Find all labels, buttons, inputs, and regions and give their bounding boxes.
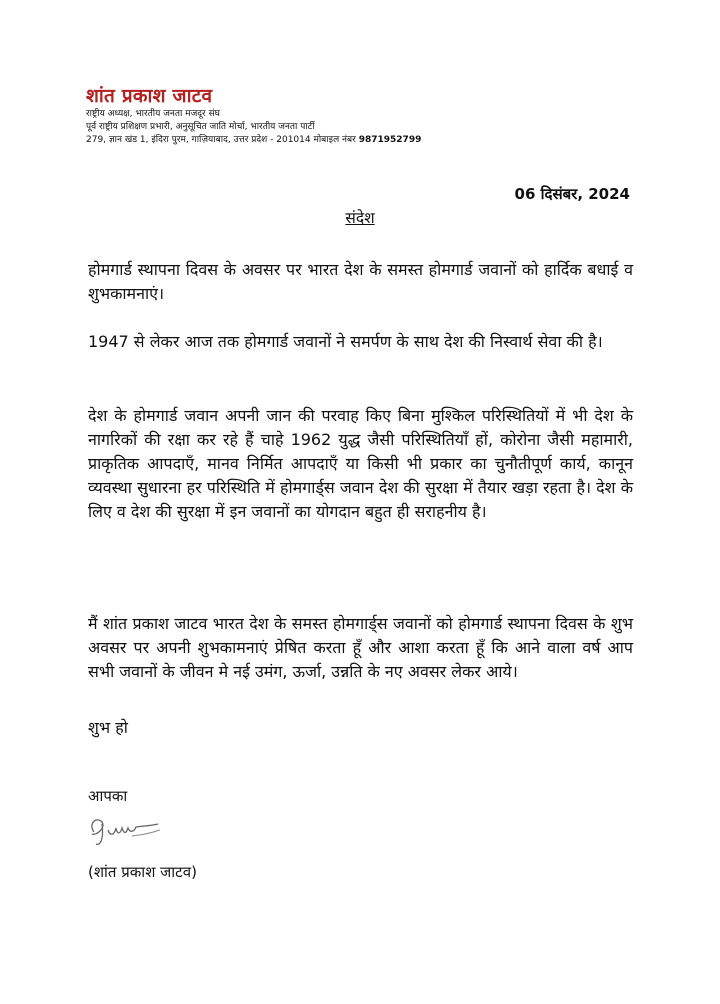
paragraph-4: मैं शांत प्रकाश जाटव भारत देश के समस्त होमगार्ड्स जवानों को होमगार्ड स्थापना दिवस के शुभ अवसर पर अपनी शुभकामनाएं प्रेषित करता हूँ और आशा करता हूँ कि आने वाला वर्ष आप सभी जवानों के जीवन मे नई उमंग, ऊर्जा, उन्नति के नए अवसर लेकर आये। [88, 614, 633, 681]
paragraph-2: 1947 से लेकर आज तक होमगार्ड जवानों ने समर्पण के साथ देश की निस्वार्थ सेवा की है। [88, 332, 603, 351]
mobile-number: 9871952799 [358, 135, 422, 145]
letterhead [86, 84, 421, 147]
letterhead-name: शांत प्रकाश जाटव [86, 85, 213, 107]
paragraph-1: होमगार्ड स्थापना दिवस के अवसर पर भारत देश के समस्त होमगार्ड जवानों को हार्दिक बधाई व शुभकामनाएं। [88, 260, 633, 303]
greeting: शुभ हो [88, 718, 128, 737]
address-text: 279, ज्ञान खंड 1, इंदिरा पुरम, गाज़ियाबाद, उत्तर प्रदेश - 201014 मोबाइल नंबर [86, 135, 359, 145]
signer-name: (शांत प्रकाश जाटव) [88, 863, 197, 881]
letterhead-address [86, 134, 421, 147]
letter-date: 06 दिसंबर, 2024 [514, 185, 630, 203]
paragraph-3: देश के होमगार्ड जवान अपनी जान की परवाह किए बिना मुश्किल परिस्थितियों में भी देश के नागरिकों की रक्षा कर रहे हैं चाहे 1962 युद्ध जैसी परिस्थितियाँ हों, कोरोना जैसी महामारी, प्राकृतिक आपदाएँ, मानव निर्मित आपदाएँ या किसी भी प्रकार का चुनौतीपूर्ण कार्य, कानून व्यवस्था सुधारना हर परिस्थिति में होमगार्ड्स जवान देश की सुरक्षा में तैयार खड़ा रहता है। देश के लिए व देश की सुरक्षा में इन जवानों का योगदान बहुत ही सराहनीय है। [88, 406, 633, 521]
letterhead-title-2: पूर्व राष्ट्रीय प्रशिक्षण प्रभारी, अनुसूचित जाति मोर्चा, भारतीय जनता पार्टी [86, 122, 315, 132]
handwritten-signature [86, 810, 166, 854]
letterhead-title-1: राष्ट्रीय अध्यक्ष, भारतीय जनता मजदूर संघ [86, 109, 220, 119]
letter-subject: संदेश [345, 209, 375, 227]
closing: आपका [88, 787, 128, 805]
